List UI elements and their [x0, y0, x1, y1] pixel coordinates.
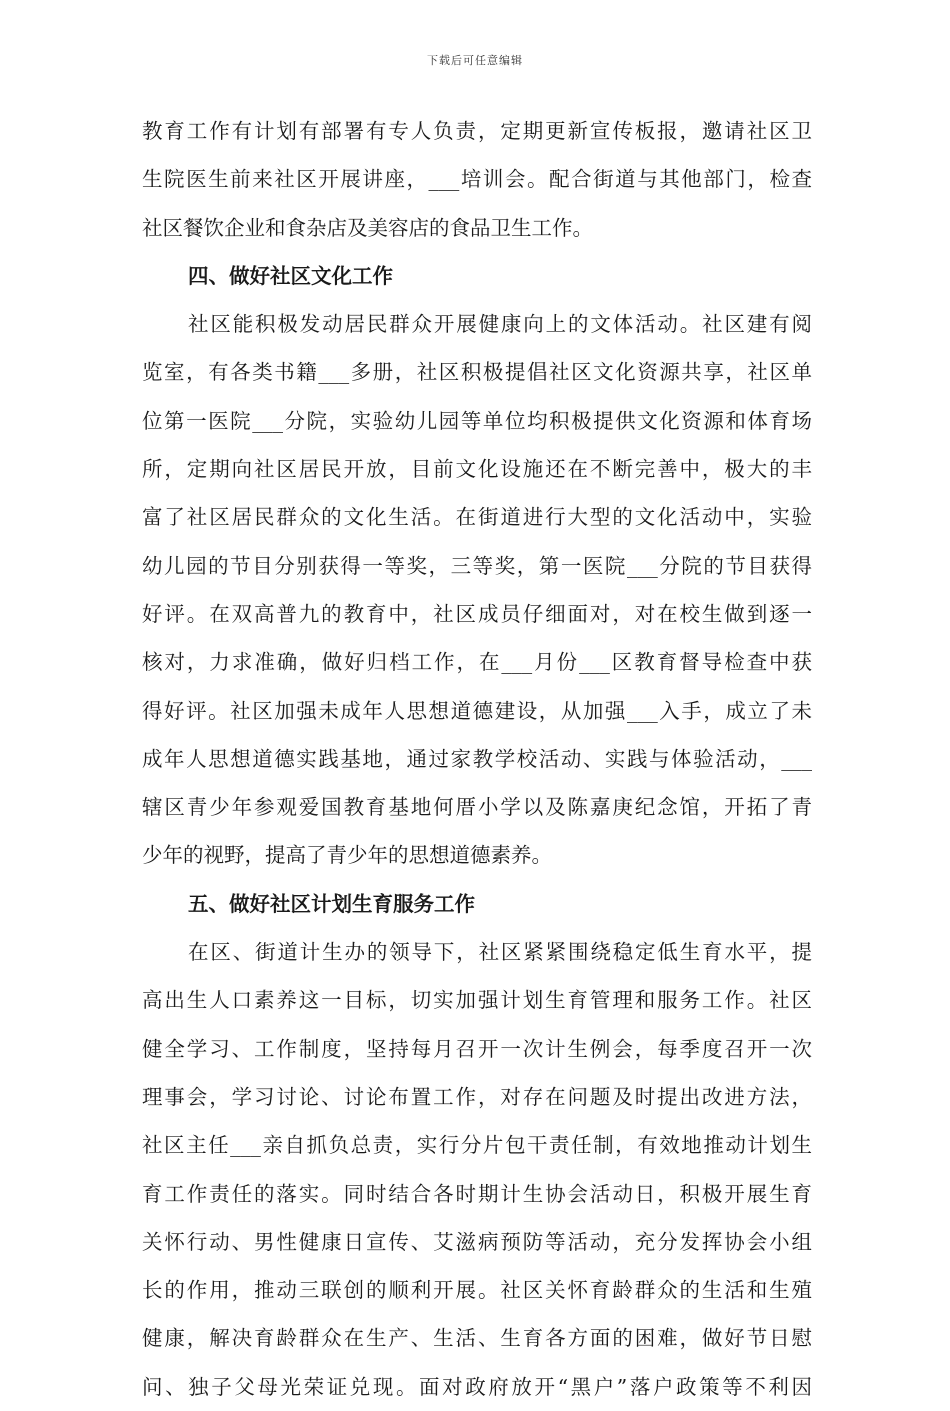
body-line: 高出生人口素养这一目标，切实加强计划生育管理和服务工作。社区 — [142, 988, 812, 1013]
body-line: 社区能积极发动居民群众开展健康向上的文体活动。社区建有阅 — [188, 312, 812, 337]
body-line: 幼儿园的节目分别获得一等奖，三等奖，第一医院___分院的节目获得 — [142, 553, 812, 578]
page-header: 下载后可任意编辑 — [427, 54, 523, 67]
body-line: 社区主任___亲自抓负总责，实行分片包干责任制，有效地推动计划生 — [142, 1133, 812, 1158]
body-line: 核对，力求准确，做好归档工作，在___月份___区教育督导检查中获 — [142, 650, 812, 675]
body-line: 辖区青少年参观爱国教育基地何厝小学以及陈嘉庚纪念馆，开拓了青 — [142, 795, 812, 820]
body-line: 览室，有各类书籍___多册，社区积极提倡社区文化资源共享，社区单 — [142, 360, 812, 385]
body-line: 问、独子父母光荣证兑现。面对政府放开“黑户”落户政策等不利因 — [142, 1374, 812, 1399]
body-line: 育工作责任的落实。同时结合各时期计生协会活动日，积极开展生育 — [142, 1181, 812, 1206]
document-body — [142, 107, 812, 1411]
section-heading: 五、做好社区计划生育服务工作 — [188, 891, 475, 916]
body-line: 好评。在双高普九的教育中，社区成员仔细面对，对在校生做到逐一 — [142, 601, 812, 626]
body-line: 教育工作有计划有部署有专人负责，定期更新宣传板报，邀请社区卫 — [142, 119, 812, 143]
body-line: 关怀行动、男性健康日宣传、艾滋病预防等活动，充分发挥协会小组 — [142, 1229, 812, 1254]
body-line: 少年的视野，提高了青少年的思想道德素养。 — [142, 843, 552, 868]
body-line: 成年人思想道德实践基地，通过家教学校活动、实践与体验活动，___ — [142, 746, 812, 771]
body-line: 理事会，学习讨论、讨论布置工作，对存在问题及时提出改进方法， — [142, 1084, 812, 1109]
section-heading: 四、做好社区文化工作 — [188, 263, 393, 288]
body-line: 健康，解决育龄群众在生产、生活、生育各方面的困难，做好节日慰 — [142, 1326, 812, 1351]
body-line: 得好评。社区加强未成年人思想道德建设，从加强___入手，成立了未 — [142, 698, 812, 723]
body-line: 富了社区居民群众的文化生活。在街道进行大型的文化活动中，实验 — [142, 505, 812, 530]
body-line: 社区餐饮企业和食杂店及美容店的食品卫生工作。 — [142, 215, 593, 240]
body-line: 健全学习、工作制度，坚持每月召开一次计生例会，每季度召开一次 — [142, 1036, 812, 1061]
body-line: 位第一医院___分院，实验幼儿园等单位均积极提供文化资源和体育场 — [142, 408, 812, 433]
body-line: 长的作用，推动三联创的顺利开展。社区关怀育龄群众的生活和生殖 — [142, 1278, 812, 1303]
body-line: 在区、街道计生办的领导下，社区紧紧围绕稳定低生育水平，提 — [188, 940, 812, 965]
body-line: 生院医生前来社区开展讲座，___培训会。配合街道与其他部门，检查 — [142, 167, 812, 192]
body-line: 所，定期向社区居民开放，目前文化设施还在不断完善中，极大的丰 — [142, 457, 812, 482]
